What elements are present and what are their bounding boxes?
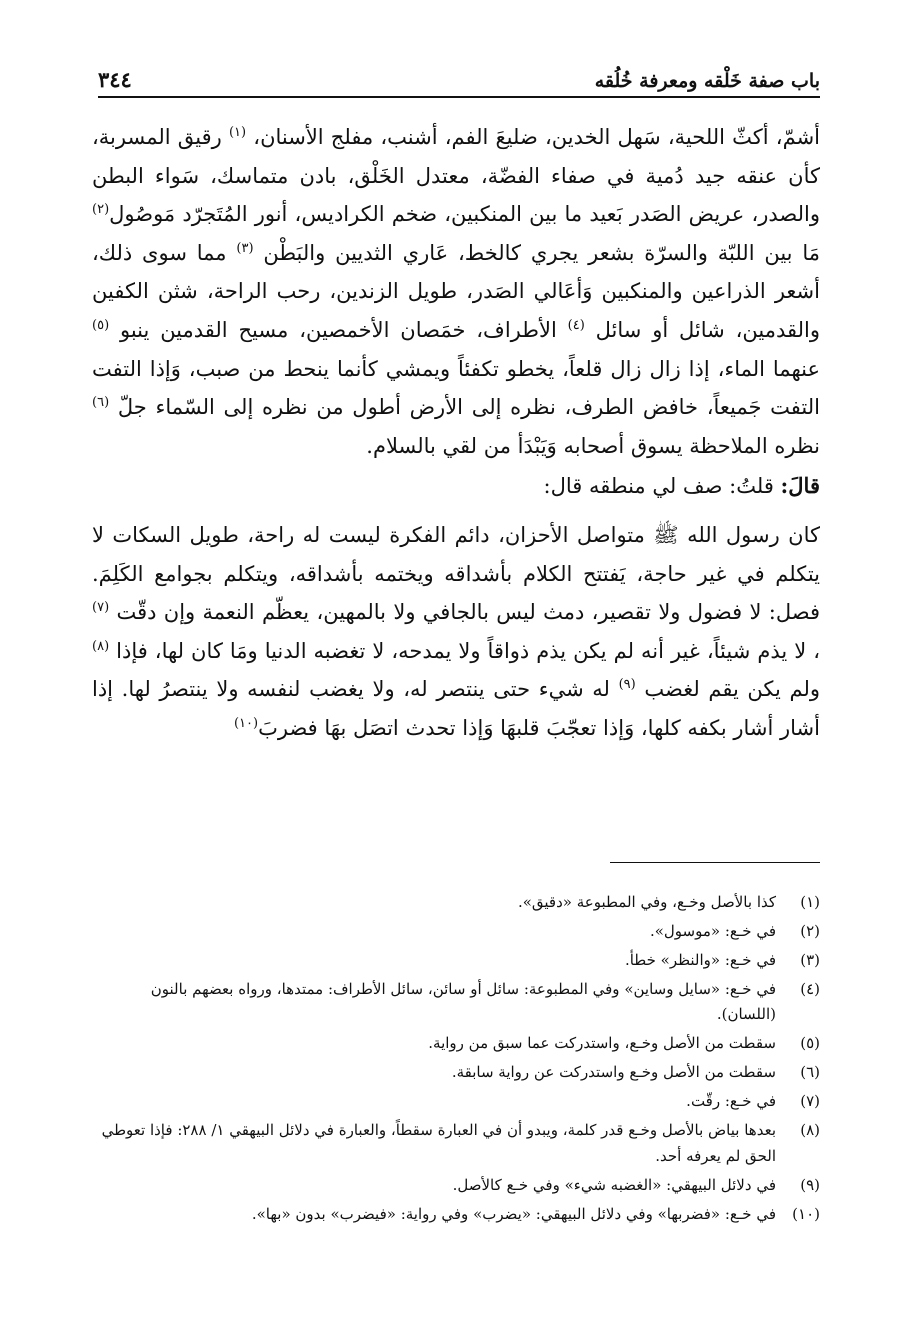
paragraph-text: رقيق المسربة، كأن عنقه جيد دُمية في صفاء الفضّة، معتدل الخَلْق، بادن متماسك، سَواء البطن والصدر، عريض الصَدر بَعيد ما بين المنكبين، ضخم الكراديس، أنور المُتَجرّد مَوصُول	[92, 125, 820, 227]
footnote-number: (١٠)	[792, 1204, 820, 1223]
footnote-number: (٣)	[800, 951, 820, 969]
paragraph-text: ولم يكن يقم لغضب	[644, 677, 820, 702]
footnote-ref-9: (٩)	[618, 677, 636, 693]
paragraph-text: مما سوى ذلك، أشعر الذراعين والمنكبين وَأعَالي الصَدر، طويل الزندين، رحب الراحة، شثن الكفين والقدمين، شائل أو سائل	[92, 240, 820, 342]
page-header	[98, 58, 820, 98]
footnote-number: (٩)	[800, 1175, 820, 1194]
footnote-item	[92, 948, 820, 973]
running-title: باب صفة خَلْقه ومعرفة خُلُقه	[594, 70, 820, 92]
footnote-ref-6: (٦)	[92, 395, 110, 411]
paragraph-speech	[92, 516, 820, 748]
paragraph-text: ، لا يذم شيئاً، غير أنه لم يكن يذم ذواقاً ولا يمدحه، لا تغضبه الدنيا ومَا كان لها، فإذا	[116, 638, 820, 663]
paragraph-text: عنهما الماء، إذا زال زال قلعاً، يخطو تكفئاً ويمشي كأنما ينحط من صبب، وَإذا التفت التفت جَميعاً، خافض الطرف، نظره إلى الأرض أطول من نظره إلى السّماء جلّ	[92, 356, 820, 420]
footnote-item	[92, 890, 820, 915]
footnote-number: (٤)	[800, 980, 820, 998]
paragraph-description	[92, 118, 820, 465]
footnote-text: في خـع: «فضربها» وفي دلائل البيهقي: «يضرب» وفي رواية: «فيضرب» بدون «بها».	[251, 1204, 776, 1223]
footnote-number: (١)	[800, 893, 820, 911]
footnote-text: كذا بالأصل وخـع، وفي المطبوعة «دقيق».	[517, 893, 776, 911]
footnote-item	[92, 1173, 820, 1198]
footnote-item	[92, 919, 820, 944]
footnote-ref-8: (٨)	[92, 638, 110, 654]
footnote-item	[92, 977, 820, 1028]
footnote-ref-3: (٣)	[236, 240, 254, 256]
footnote-item	[92, 1118, 820, 1169]
footnote-number: (٨)	[800, 1121, 820, 1140]
paragraph-text: كان رسول الله ﷺ متواصل الأحزان، دائم الفكرة ليست له راحة، طويل السكات لا يتكلم في غير حاجة، يَفتتح الكلام بأشداقه ويختمه بأشداقه، ويتكلم بجوامع الكَلِمَ. فصل: لا فضول ولا تقصير، دمث ليس بالجافي ولا بالمهين، يعظّم النعمة وإن دقّت	[92, 522, 820, 625]
footnote-item	[92, 1089, 820, 1114]
page-number: ٣٤٤	[98, 67, 132, 92]
footnote-item	[92, 1202, 820, 1227]
footnote-ref-4: (٤)	[567, 317, 585, 333]
footnote-number: (٢)	[800, 922, 820, 940]
footnote-ref-5: (٥)	[92, 317, 110, 333]
footnote-ref-10: (١٠)	[233, 715, 259, 731]
qala-text: قلتُ: صف لي منطقه قال:	[543, 474, 774, 499]
footnote-text: في خـع: «والنظر» خطأ.	[624, 951, 776, 969]
footnote-ref-7: (٧)	[92, 600, 110, 616]
footnote-number: (٦)	[800, 1063, 820, 1082]
qala-line	[92, 467, 820, 506]
footnote-item	[92, 1031, 820, 1056]
footnote-divider	[610, 862, 820, 863]
paragraph-text: مَا بين اللبّة والسرّة بشعر يجري كالخط، عَاري الثديين والبَطْن	[263, 240, 820, 265]
footnote-ref-2: (٢)	[92, 202, 110, 218]
paragraph-text: له شيء حتى ينتصر له، ولا يغضب لنفسه ولا ينتصرُ لها. إذا أشار أشار بكفه كلها، وَإذا تعجّبَ قلبهَا وَإذا تحدث اتصَل بهَا فضربَ	[92, 677, 820, 740]
footnote-item	[92, 1060, 820, 1085]
footnote-text: بعدها بياض بالأصل وخـع قدر كلمة، ويبدو أن في العبارة سقطاً، والعبارة في دلائل البيهقي ١/ ٢٨٨: فإذا تعوطي الحق لم يعرفه أحد.	[101, 1121, 776, 1165]
footnote-text: سقطت من الأصل وخـع، واستدركت عما سبق من رواية.	[428, 1034, 776, 1053]
main-text	[92, 118, 820, 748]
footnote-text: في خـع: «موسول».	[649, 922, 776, 940]
footnote-text: في خـع: رقّت.	[686, 1092, 776, 1111]
footnote-ref-1: (١)	[228, 125, 247, 140]
footnotes	[92, 890, 820, 1231]
footnote-text: في خـع: «سايل وساين» وفي المطبوعة: سائل أو سائن، سائل الأطراف: ممتدها، ورواه بعضهم بالنون (اللسان).	[150, 980, 776, 1024]
paragraph-text: نظره الملاحظة يسوق أصحابه وَيَبْدَأ من لقي بالسلام.	[366, 433, 820, 458]
qala-label: قالَ:	[780, 473, 820, 499]
paragraph-lead: أشمّ، أكثّ اللحية، سَهل الخدين، ضليعَ الفم، أشنب، مفلج الأسنان،	[253, 125, 820, 149]
footnote-number: (٧)	[800, 1092, 820, 1111]
paragraph-text: الأطراف، خمَصان الأخمصين، مسيح القدمين ينبو	[119, 317, 557, 342]
footnote-text: في دلائل البيهقي: «الغضبه شيء» وفي خـع كالأصل.	[452, 1175, 776, 1194]
footnote-text: سقطت من الأصل وخـع واستدركت عن رواية سابقة.	[451, 1063, 776, 1082]
footnote-number: (٥)	[800, 1034, 820, 1053]
